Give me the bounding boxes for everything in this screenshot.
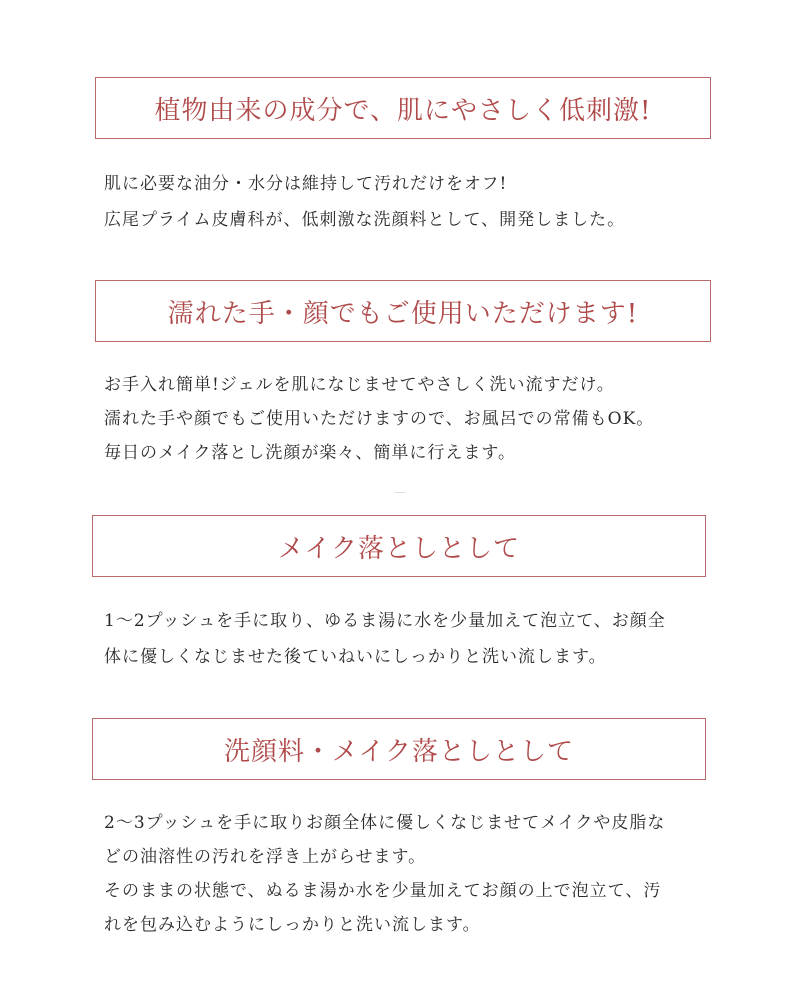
section-2-line-1: お手入れ簡単!ジェルを肌になじませてやさしく洗い流すだけ。 xyxy=(104,375,615,395)
section-4-body xyxy=(104,806,665,942)
section-4-line-4: れを包み込むようにしっかりと洗い流します。 xyxy=(104,915,481,935)
section-2-body xyxy=(104,368,654,470)
section-4-heading: 洗顔料・メイク落としとして xyxy=(224,736,574,767)
section-4-line-3: そのままの状態で、ぬるま湯か水を少量加えてお顔の上で泡立て、汚 xyxy=(104,881,662,901)
section-3-body xyxy=(104,603,666,675)
section-4-line-2: どの油溶性の汚れを浮き上がらせます。 xyxy=(104,847,427,867)
section-4-heading-box xyxy=(92,718,706,780)
section-2-heading: 濡れた手・顔でもご使用いただけます! xyxy=(167,298,639,329)
section-1-heading-box xyxy=(95,77,711,139)
section-3-heading-box xyxy=(92,515,706,577)
section-2-heading-box xyxy=(95,280,711,342)
separator-mark xyxy=(395,492,405,493)
section-2-line-3: 毎日のメイク落とし洗顔が楽々、簡単に行えます。 xyxy=(104,443,516,463)
section-3-line-2: 体に優しくなじませた後ていねいにしっかりと洗い流します。 xyxy=(104,647,607,667)
section-4-line-1: 2～3プッシュを手に取りお顔全体に優しくなじませてメイクや皮脂な xyxy=(104,813,666,833)
section-1-line-2: 広尾プライム皮膚科が、低刺激な洗顔料として、開発しました。 xyxy=(104,210,626,230)
section-1-heading: 植物由来の成分で、肌にやさしく低刺激! xyxy=(154,95,652,126)
section-2-line-2: 濡れた手や顔でもご使用いただけますので、お風呂での常備もOK。 xyxy=(104,409,655,429)
section-1-line-1: 肌に必要な油分・水分は維持して汚れだけをオフ! xyxy=(104,174,508,194)
section-3-heading: メイク落としとして xyxy=(278,533,520,564)
section-3-line-1: 1～2プッシュを手に取り、ゆるま湯に水を少量加えて泡立て、お顔全 xyxy=(104,611,666,631)
section-1-body xyxy=(104,166,625,238)
